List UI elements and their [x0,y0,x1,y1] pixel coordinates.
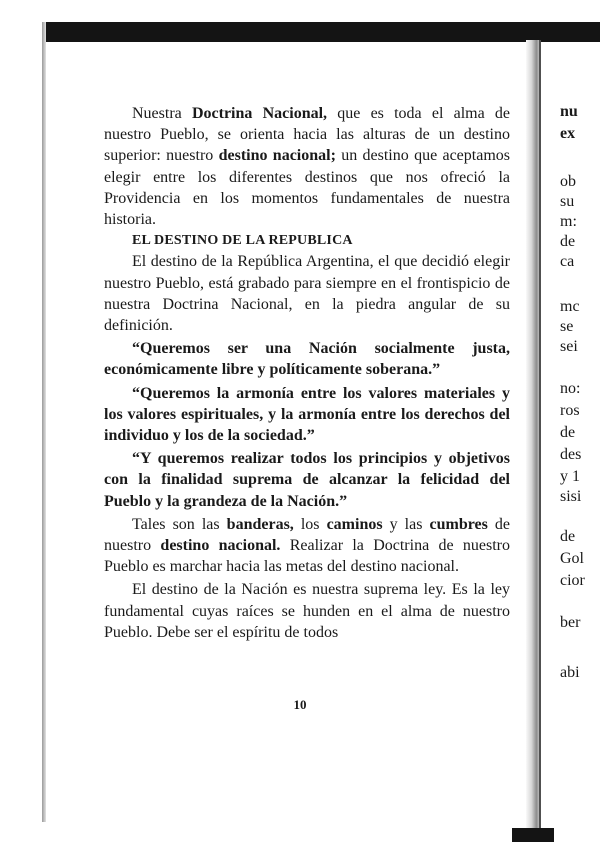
right-page-fragment: ros [560,402,580,419]
right-page-fragment: mc [560,298,580,315]
right-page-fragment: no: [560,380,581,397]
page-number: 10 [293,697,307,712]
right-page-fragments [560,0,600,844]
right-page-fragment: Gol [560,550,584,567]
bold-phrase: cumbres [429,515,488,533]
right-page-fragment: de [560,424,576,441]
text-run: los [293,515,327,533]
right-page-fragment: m: [560,213,577,230]
right-page-fragment: nu [560,103,578,120]
paragraph-destino: El destino de la República Argentina, el que decidió elegir nuestro Pueblo, está grabado para siempre en el frontispicio de nuestra Doctrina Nacional, en la piedra angular de su definición. [104,253,510,335]
right-page-fragment: sei [560,338,578,355]
right-page-fragment: de [560,233,576,250]
quote-justa-text: “Queremos ser una Nación socialmente justa, económicamente libre y políticamente soberana.” [104,340,510,379]
text-run: que es toda el alma de nuestro Pueblo, se orienta hacia las alturas de un destino superior: nuestro [104,105,511,165]
paragraph-banderas [104,514,510,578]
section-title: EL DESTINO DE LA REPUBLICA [132,233,353,249]
quote-armonia [104,383,510,447]
right-page-fragment: de [560,528,576,545]
scan-bottom-border [512,828,554,842]
right-page-fragment: cior [560,572,585,589]
bold-phrase: destino nacional. [160,537,281,555]
bold-phrase: destino nacional; [218,147,336,165]
scan-top-border [42,22,600,42]
left-page-text [104,103,510,643]
book-gutter-line [539,40,541,830]
quote-armonia-text: “Queremos la armonía entre los valores materiales y los valores espirituales, y la armonía entre los derechos del individuo y los de la sociedad.” [104,384,510,445]
text-run: de nuestro [104,515,511,555]
bold-phrase: banderas, [226,515,294,533]
right-page-fragment: su [560,193,575,210]
paragraph-doctrina [104,103,510,230]
quote-principios [104,448,510,512]
quote-justa [104,338,510,380]
bold-phrase: caminos [326,515,383,533]
bold-phrase: Doctrina Nacional, [191,105,328,122]
right-page-fragment: ca [560,253,575,270]
scan-left-edge [42,22,46,822]
book-gutter-shadow [526,40,540,830]
text-run: un destino que aceptamos elegir entre los diferentes destinos que nos ofreció la Providencia en los momentos fundamentales de nuestra historia. [104,147,510,229]
text-run: Realizar la Doctrina de nuestro Pueblo es marchar hacia las metas del destino nacional. [104,537,510,576]
paragraph-suprema-ley: El destino de la Nación es nuestra suprema ley. Es la ley fundamental cuyas raíces se hunden en el alma de nuestro Pueblo. Debe ser el espíritu de todos [104,581,510,641]
right-page-fragment: ex [560,125,576,142]
right-page-fragment: abi [560,664,580,681]
right-page-fragment: se [560,318,574,335]
quote-principios-text: “Y queremos realizar todos los principios y objetivos con la finalidad suprema de alcanzar la felicidad del Pueblo y la grandeza de la Nación.” [104,450,510,510]
right-page-fragment: ber [560,614,581,631]
right-page-fragment: sisi [560,488,582,505]
text-run: Nuestra [132,105,192,122]
right-page-fragment: des [560,446,582,463]
right-page-fragment: y 1 [560,468,580,485]
right-page-fragment: ob [560,173,576,190]
text-run: y las [382,515,430,533]
text-run: Tales son las [132,515,227,533]
